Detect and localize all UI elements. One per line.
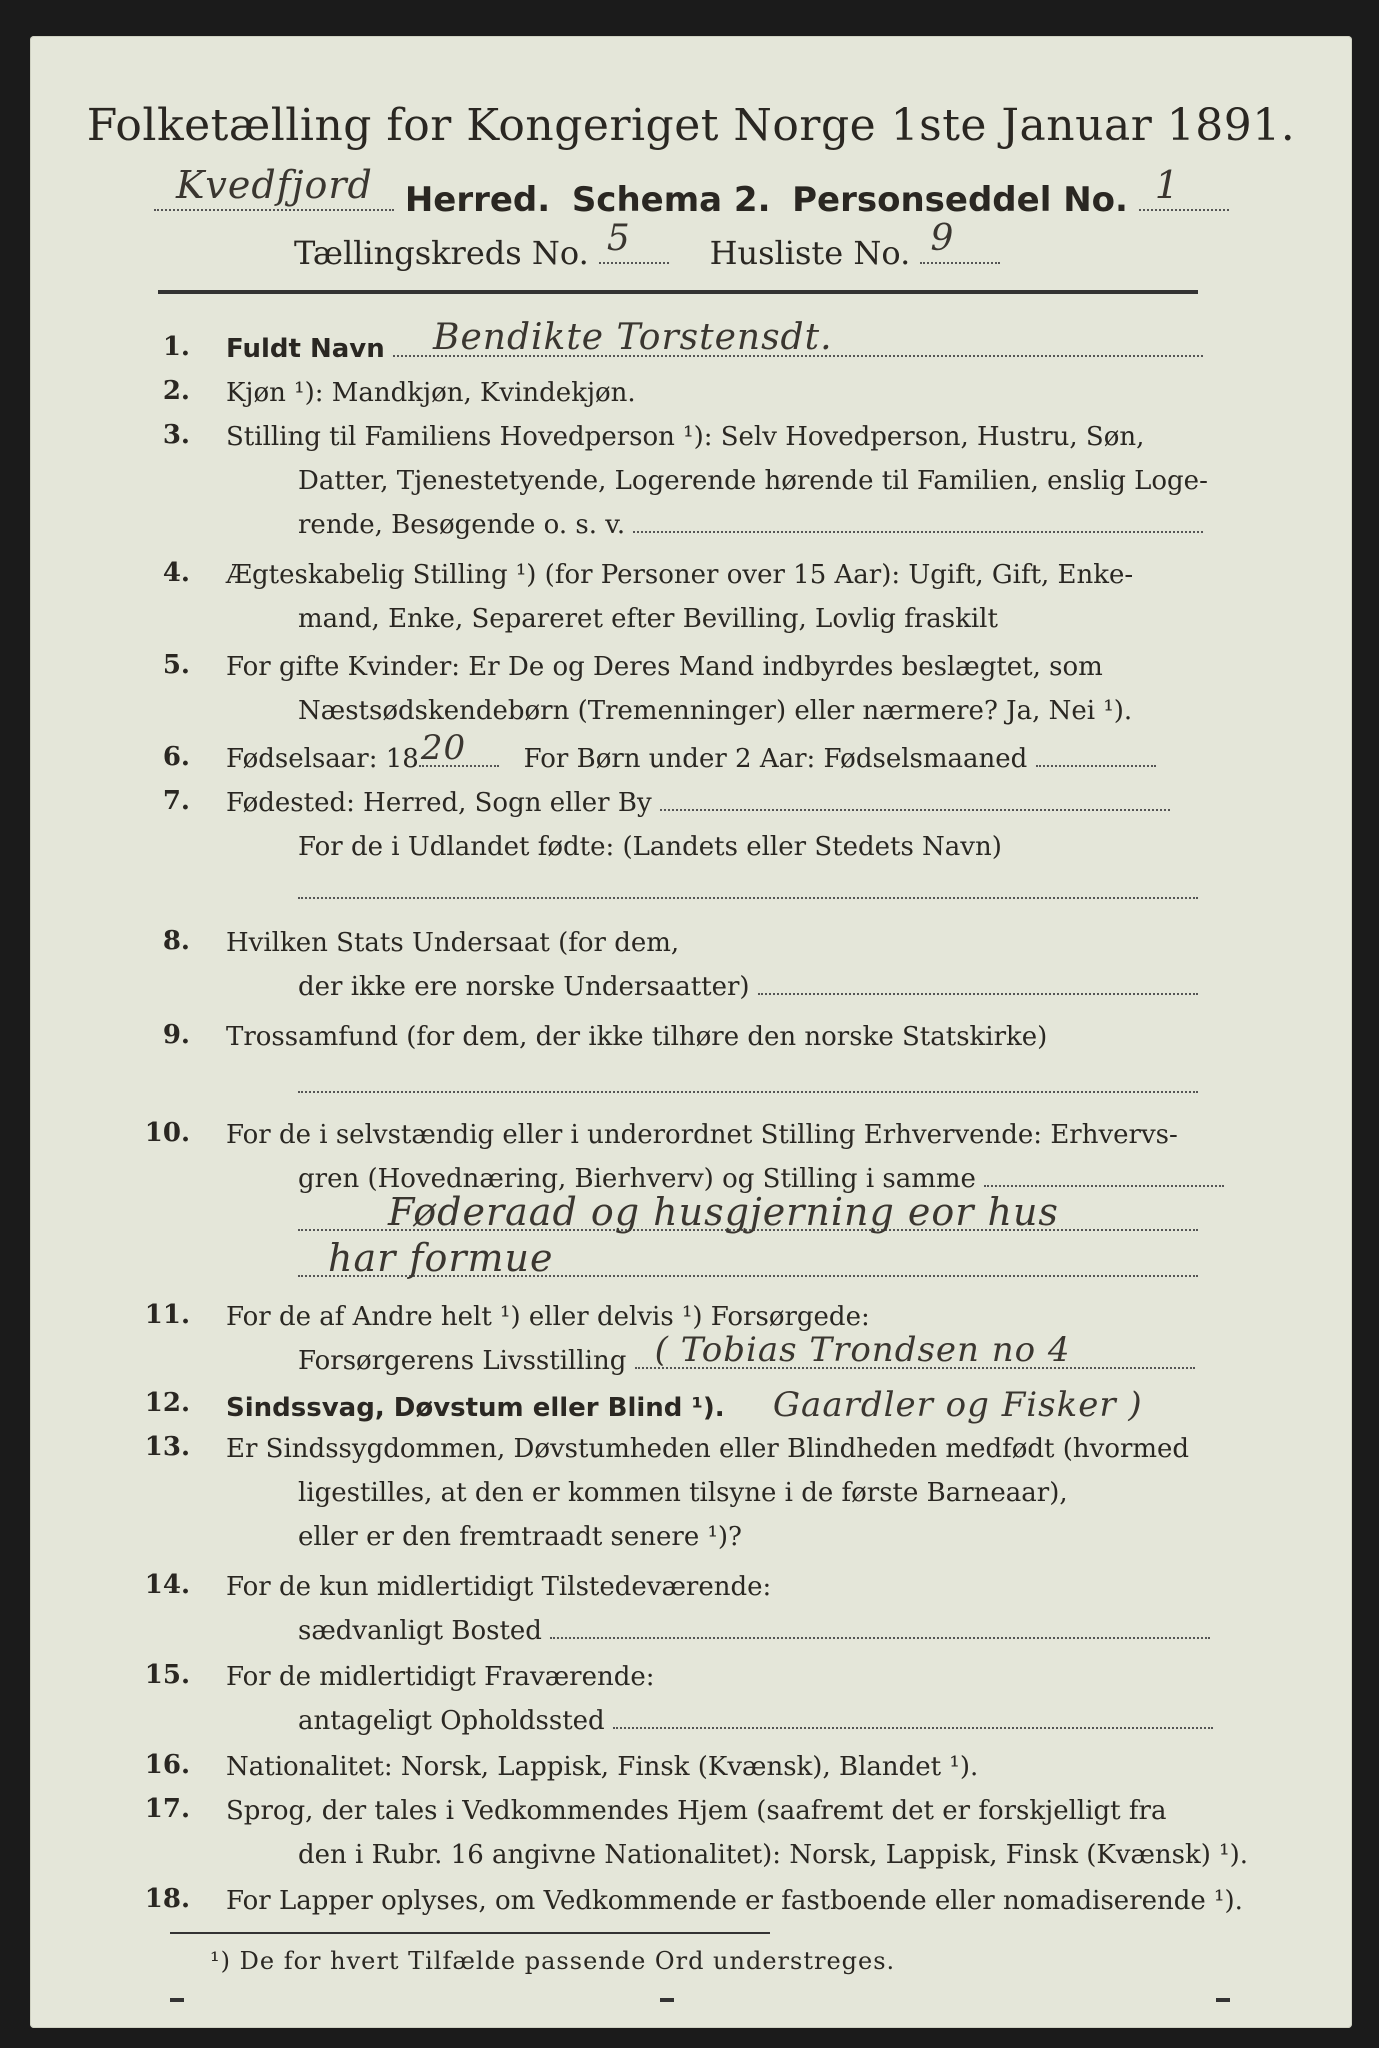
registration-mark xyxy=(170,1998,184,2002)
item-number: 17. xyxy=(144,1794,190,1824)
item-number: 15. xyxy=(144,1660,190,1690)
item-number: 13. xyxy=(144,1432,190,1462)
item-number: 1. xyxy=(162,332,190,362)
item-9-trossamfund: Trossamfund (for dem, der ikke tilhøre den norske Statskirke) xyxy=(226,1022,1048,1052)
item-number: 11. xyxy=(144,1300,190,1330)
item-12-sindssvag: Sindssvag, Døvstum eller Blind ¹). Gaardler og Fisker ) xyxy=(226,1385,1143,1425)
husliste-field xyxy=(920,218,1000,264)
item-7-line-1: Fødested: Herred, Sogn eller By xyxy=(226,786,1170,820)
name-handwriting: Bendikte Torstensdt. xyxy=(433,317,833,358)
item-8-line-2: der ikke ere norske Undersaatter) xyxy=(298,970,1198,1004)
kreds-handwriting: 5 xyxy=(606,218,631,259)
item-number: 4. xyxy=(162,558,190,588)
item-number: 16. xyxy=(144,1750,190,1780)
item-5-line-2: Næstsødskendebørn (Tremenninger) eller nærmere? Ja, Nei ¹). xyxy=(298,696,1133,726)
item-number: 14. xyxy=(144,1570,190,1600)
item-number: 8. xyxy=(162,926,190,956)
herred-field xyxy=(154,163,394,211)
herred-line xyxy=(154,163,1229,222)
item-13-line-2: ligestilles, at den er kommen tilsyne i de første Barneaar), xyxy=(298,1478,1068,1508)
item-14-line-2: sædvanligt Bosted xyxy=(298,1614,1210,1648)
item-4-line-2: mand, Enke, Separeret efter Bevilling, Lovlig fraskilt xyxy=(298,604,998,634)
item-number: 12. xyxy=(144,1388,190,1418)
item-2-kjon: Kjøn ¹): Mandkjøn, Kvindekjøn. xyxy=(226,378,636,408)
occupation-handwriting-1: Føderaad og husgjerning eor hus xyxy=(388,1190,1059,1234)
personseddel-handwriting: 1 xyxy=(1154,163,1180,207)
item-13-line-1: Er Sindssygdommen, Døvstumheden eller Blindheden medfødt (hvormed xyxy=(226,1434,1190,1464)
item-15-line-2: antageligt Opholdssted xyxy=(298,1704,1213,1738)
item-5-line-1: For gifte Kvinder: Er De og Deres Mand indbyrdes beslægtet, som xyxy=(226,652,1103,682)
occupation-line-2 xyxy=(298,1236,1198,1286)
herred-handwriting: Kvedfjord xyxy=(176,163,373,207)
item-3-line-3: rende, Besøgende o. s. v. xyxy=(298,508,1203,542)
item-17-line-2: den i Rubr. 16 angivne Nationalitet): Norsk, Lappisk, Finsk (Kvænsk) ¹). xyxy=(298,1840,1249,1870)
registration-mark xyxy=(1216,1998,1230,2002)
footnote-rule xyxy=(170,1932,770,1934)
item-8-line-1: Hvilken Stats Undersaat (for dem, xyxy=(226,928,680,958)
schema-label: Schema 2. xyxy=(571,180,771,220)
personseddel-label: Personseddel No. xyxy=(792,180,1128,220)
kreds-line xyxy=(294,218,1000,274)
item-16-nationalitet: Nationalitet: Norsk, Lappisk, Finsk (Kvænsk), Blandet ¹). xyxy=(226,1752,979,1782)
provider-occupation-handwriting: Gaardler og Fisker ) xyxy=(772,1385,1143,1425)
item-3-line-2: Datter, Tjenestetyende, Logerende hørende til Familien, enslig Loge- xyxy=(298,466,1208,496)
item-17-line-1: Sprog, der tales i Vedkommendes Hjem (saafremt det er forskjelligt fra xyxy=(226,1796,1167,1826)
census-form-sheet xyxy=(30,36,1352,2028)
occupation-line-1 xyxy=(298,1190,1198,1240)
item-11-line-2: Forsørgerens Livsstilling ( Tobias Trondsen no 4 xyxy=(298,1344,1195,1378)
item-15-line-1: For de midlertidigt Fraværende: xyxy=(226,1662,655,1692)
item-number: 9. xyxy=(162,1020,190,1050)
item-number: 5. xyxy=(162,650,190,680)
item-11-line-1: For de af Andre helt ¹) eller delvis ¹) Forsørgede: xyxy=(226,1302,870,1332)
kreds-field xyxy=(599,218,669,264)
item-number: 10. xyxy=(144,1118,190,1148)
item-7-line-2: For de i Udlandet fødte: (Landets eller Stedets Navn) xyxy=(298,832,1002,862)
item-14-line-1: For de kun midlertidigt Tilstedeværende: xyxy=(226,1572,772,1602)
husliste-handwriting: 9 xyxy=(930,218,955,259)
item-3-line-1: Stilling til Familiens Hovedperson ¹): Selv Hovedperson, Hustru, Søn, xyxy=(226,422,1145,452)
item-number: 2. xyxy=(162,376,190,406)
item-13-line-3: eller er den fremtraadt senere ¹)? xyxy=(298,1522,742,1552)
form-title: Folketælling for Kongeriget Norge 1ste Januar 1891. xyxy=(86,100,1296,151)
item-number: 6. xyxy=(162,742,190,772)
herred-label: Herred. xyxy=(404,180,551,220)
item-10-line-1: For de i selvstændig eller i underordnet Stilling Erhvervende: Erhvervs- xyxy=(226,1120,1178,1150)
kreds-label: Tællingskreds No. xyxy=(294,234,589,272)
personseddel-field xyxy=(1139,163,1229,211)
item-4-line-1: Ægteskabelig Stilling ¹) (for Personer over 15 Aar): Ugift, Gift, Enke- xyxy=(226,560,1134,590)
husliste-label: Husliste No. xyxy=(709,234,911,272)
item-10-line-2: gren (Hovednæring, Bierhverv) og Stilling i samme xyxy=(298,1162,1224,1196)
item-1-fuldt-navn: Fuldt Navn Bendikte Torstensdt. xyxy=(226,332,1203,366)
item-number: 7. xyxy=(162,786,190,816)
item-number: 3. xyxy=(162,420,190,450)
birthyear-handwriting: 20 xyxy=(420,728,467,768)
item-6-fodselsaar: Fødselsaar: 18 20 For Børn under 2 Aar: Fødselsmaaned xyxy=(226,742,1156,776)
item-number: 18. xyxy=(144,1884,190,1914)
occupation-handwriting-2: har formue xyxy=(328,1236,554,1280)
header-rule xyxy=(158,290,1198,294)
provider-handwriting: ( Tobias Trondsen no 4 xyxy=(654,1330,1071,1370)
birthyear-field xyxy=(419,728,499,768)
registration-mark xyxy=(660,1998,674,2002)
item-18-lapper: For Lapper oplyses, om Vedkommende er fastboende eller nomadiserende ¹). xyxy=(226,1886,1243,1916)
footnote: ¹) De for hvert Tilfælde passende Ord understreges. xyxy=(210,1947,896,1975)
